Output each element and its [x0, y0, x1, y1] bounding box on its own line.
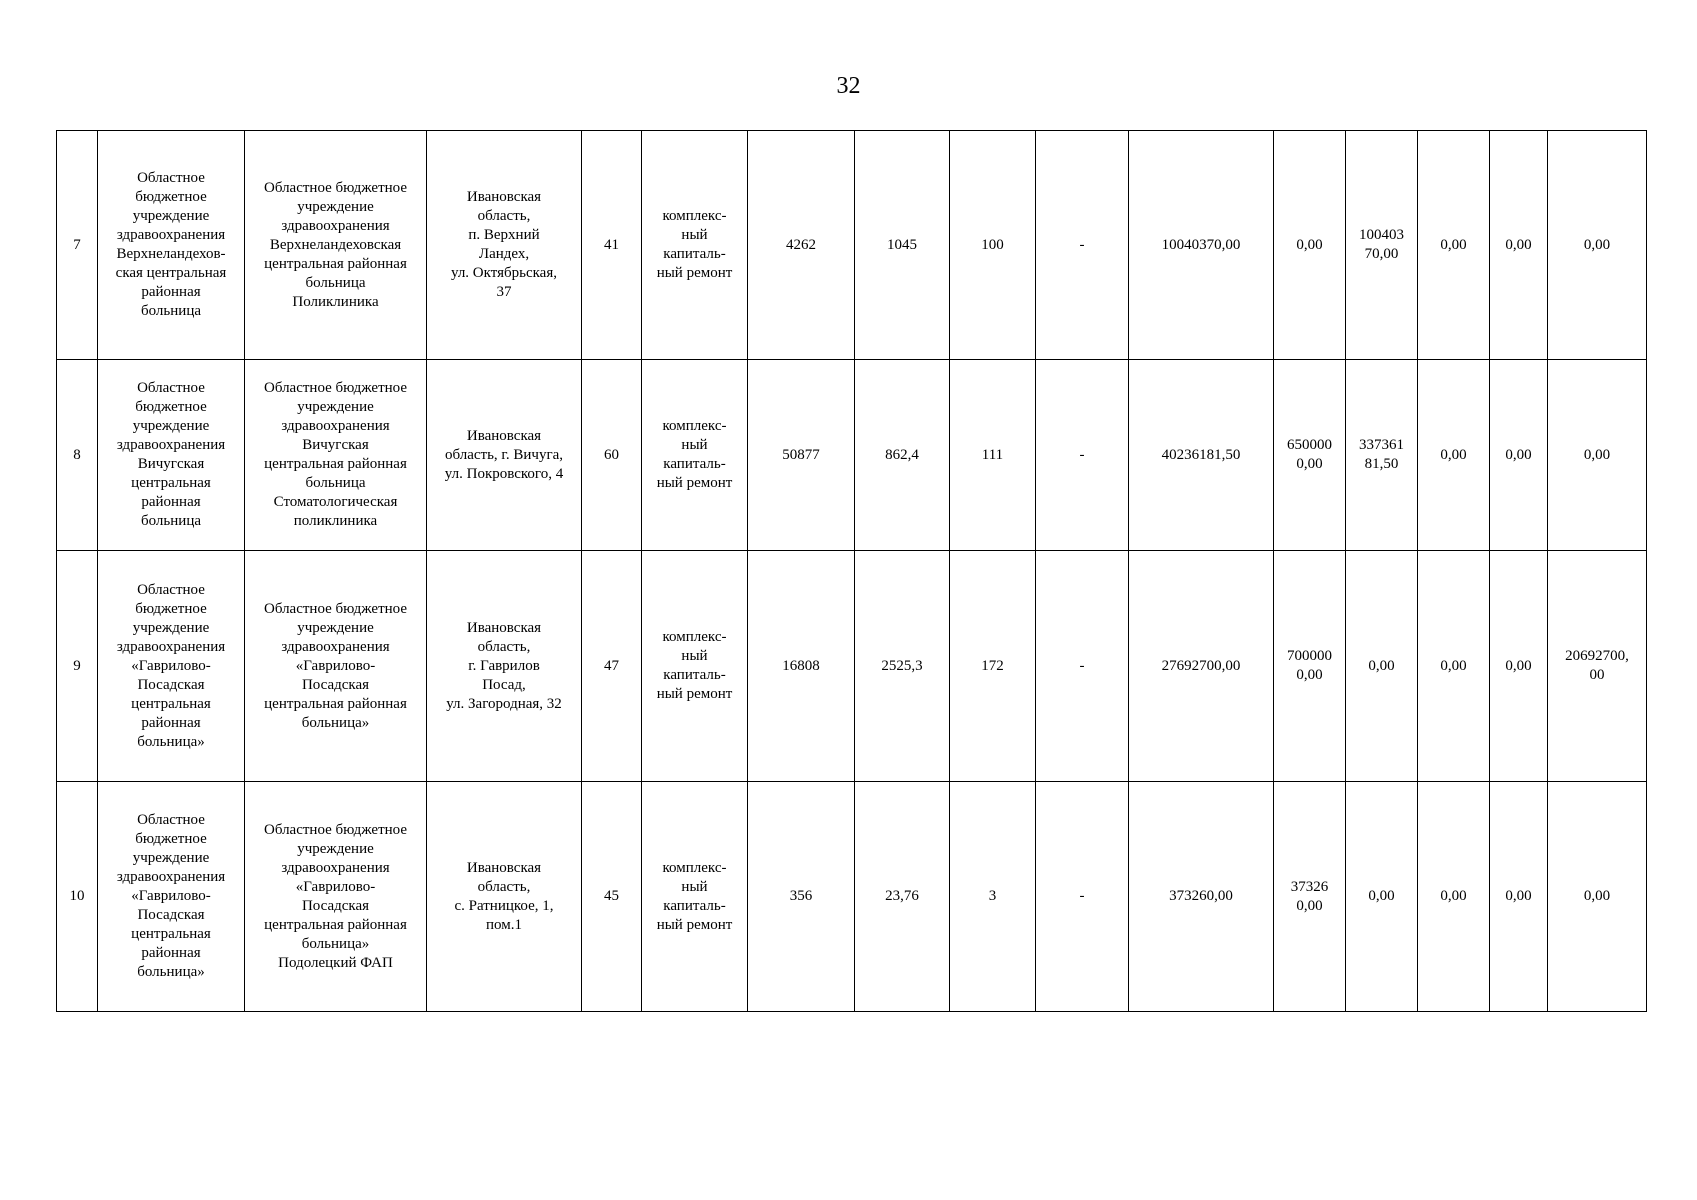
- funding-1-cell: [1274, 782, 1346, 1012]
- cell-text-line: г. Гаврилов: [468, 657, 540, 674]
- cell-text-line: ская центральная: [115, 265, 227, 281]
- table-row: [57, 782, 1647, 1012]
- funding-2-cell: [1346, 782, 1418, 1012]
- cell-text-line: комплекс-: [662, 859, 727, 876]
- object-name-cell: [245, 360, 427, 551]
- column-8-cell: 2525,3: [855, 551, 950, 782]
- cell-text-line: учреждение: [297, 198, 374, 215]
- cell-text-line: Вичугская: [302, 437, 369, 453]
- institution-cell: [98, 360, 245, 551]
- column-10-cell: -: [1036, 360, 1129, 551]
- cell-text-line: Посад,: [482, 676, 526, 693]
- cell-text-line: ный ремонт: [656, 265, 733, 281]
- cell-text-line: область, г. Вичуга,: [444, 446, 564, 463]
- cell-text-line: больница: [305, 274, 366, 291]
- cell-text-line: учреждение: [132, 619, 210, 636]
- funding-3-cell: 0,00: [1418, 360, 1490, 551]
- work-type-cell: [642, 360, 748, 551]
- column-5-cell: 60: [582, 360, 642, 551]
- repair-objects-table: [56, 130, 1647, 1012]
- cell-text-line: больница: [141, 303, 201, 319]
- cell-text-line: «Гаврилово-: [131, 888, 211, 904]
- row-number-cell: 7: [57, 131, 98, 360]
- total-cost-cell: 27692700,00: [1129, 551, 1274, 782]
- cell-text-line: область,: [477, 878, 531, 895]
- funding-5-cell: [1548, 131, 1647, 360]
- cell-text-line: область,: [477, 638, 531, 655]
- funding-5-cell: [1548, 360, 1647, 551]
- cell-text-line: область,: [477, 208, 531, 224]
- cell-text-line: учреждение: [132, 850, 210, 866]
- cell-text-line: Областное: [137, 581, 205, 598]
- cell-text-line: Посадская: [137, 676, 205, 693]
- cell-text-line: ный ремонт: [656, 916, 733, 933]
- cell-text-line: Стоматологическая: [273, 494, 398, 510]
- cell-text-line: бюджетное: [135, 399, 207, 415]
- cell-text-line: районная: [141, 284, 201, 300]
- institution-cell: [98, 131, 245, 360]
- object-name-cell: [245, 551, 427, 782]
- cell-text-line: здравоохранения: [281, 638, 390, 655]
- cell-text-line: учреждение: [297, 399, 374, 415]
- cell-text-line: 337361: [1359, 437, 1404, 453]
- column-10-cell: -: [1036, 782, 1129, 1012]
- cell-text-line: больница: [141, 513, 201, 529]
- cell-text-line: ный ремонт: [656, 475, 733, 491]
- cell-text-line: бюджетное: [135, 189, 207, 205]
- cell-text-line: капиталь-: [663, 246, 726, 262]
- institution-cell: [98, 782, 245, 1012]
- cell-text-line: «Гаврилово-: [295, 657, 376, 674]
- column-7-cell: 50877: [748, 360, 855, 551]
- object-name-cell: [245, 131, 427, 360]
- object-name-cell: [245, 782, 427, 1012]
- cell-text-line: п. Верхний: [468, 227, 540, 243]
- cell-text-line: здравоохранения: [116, 638, 226, 655]
- cell-text-line: Ландех,: [478, 246, 530, 262]
- column-9-cell: 3: [950, 782, 1036, 1012]
- table-row: [57, 551, 1647, 782]
- column-9-cell: 100: [950, 131, 1036, 360]
- funding-1-cell: [1274, 131, 1346, 360]
- cell-text-line: пом.1: [486, 916, 522, 933]
- cell-text-line: Верхнеландехов-: [116, 246, 226, 262]
- cell-text-line: капиталь-: [663, 456, 726, 472]
- address-cell: [427, 131, 582, 360]
- cell-text-line: 20692700,: [1565, 648, 1629, 664]
- cell-text-line: Областное бюджетное: [263, 600, 408, 617]
- funding-2-cell: [1346, 360, 1418, 551]
- funding-2-cell: [1346, 131, 1418, 360]
- cell-text-line: капиталь-: [663, 897, 726, 914]
- cell-text-line: районная: [141, 945, 201, 961]
- total-cost-cell: 373260,00: [1129, 782, 1274, 1012]
- funding-4-cell: 0,00: [1490, 131, 1548, 360]
- funding-4-cell: 0,00: [1490, 360, 1548, 551]
- funding-4-cell: 0,00: [1490, 782, 1548, 1012]
- funding-2-cell: [1346, 551, 1418, 782]
- cell-text-line: Подолецкий ФАП: [278, 954, 393, 971]
- address-cell: [427, 360, 582, 551]
- cell-text-line: центральная: [131, 926, 211, 942]
- cell-text-line: комплекс-: [662, 208, 727, 224]
- cell-text-line: учреждение: [297, 840, 374, 857]
- cell-text-line: 0,00: [1296, 456, 1323, 472]
- cell-text-line: 0,00: [1368, 888, 1395, 904]
- column-7-cell: 16808: [748, 551, 855, 782]
- cell-text-line: Верхнеландеховская: [269, 236, 402, 253]
- column-8-cell: 862,4: [855, 360, 950, 551]
- cell-text-line: Ивановская: [466, 619, 542, 636]
- column-8-cell: 1045: [855, 131, 950, 360]
- total-cost-cell: 10040370,00: [1129, 131, 1274, 360]
- cell-text-line: «Гаврилово-: [131, 657, 211, 674]
- cell-text-line: центральная: [131, 695, 211, 712]
- cell-text-line: 37326: [1290, 878, 1329, 895]
- cell-text-line: здравоохранения: [116, 437, 226, 453]
- cell-text-line: бюджетное: [135, 831, 207, 847]
- cell-text-line: центральная районная: [264, 695, 407, 712]
- cell-text-line: больница»: [137, 733, 205, 750]
- column-10-cell: -: [1036, 551, 1129, 782]
- cell-text-line: 0,00: [1583, 236, 1611, 253]
- cell-text-line: центральная районная: [264, 456, 407, 472]
- funding-5-cell: [1548, 551, 1647, 782]
- cell-text-line: Ивановская: [466, 859, 542, 876]
- funding-3-cell: 0,00: [1418, 551, 1490, 782]
- cell-text-line: здравоохранения: [281, 859, 390, 876]
- cell-text-line: 70,00: [1364, 246, 1399, 262]
- cell-text-line: 700000: [1287, 648, 1332, 664]
- address-cell: [427, 551, 582, 782]
- cell-text-line: Областное бюджетное: [263, 380, 408, 396]
- funding-3-cell: 0,00: [1418, 782, 1490, 1012]
- cell-text-line: 0,00: [1368, 657, 1395, 674]
- cell-text-line: здравоохранения: [281, 217, 390, 234]
- cell-text-line: комплекс-: [662, 418, 727, 434]
- cell-text-line: учреждение: [297, 619, 374, 636]
- cell-text-line: Вичугская: [137, 456, 205, 472]
- cell-text-line: 00: [1589, 667, 1605, 683]
- cell-text-line: 0,00: [1296, 236, 1323, 253]
- page-number: 32: [836, 73, 861, 99]
- cell-text-line: больница»: [137, 964, 205, 980]
- cell-text-line: ный: [681, 227, 708, 243]
- cell-text-line: 81,50: [1364, 456, 1399, 472]
- address-cell: [427, 782, 582, 1012]
- total-cost-cell: 40236181,50: [1129, 360, 1274, 551]
- row-number-cell: 10: [57, 782, 98, 1012]
- cell-text-line: 100403: [1359, 227, 1404, 243]
- institution-cell: [98, 551, 245, 782]
- cell-text-line: районная: [141, 494, 201, 510]
- funding-4-cell: 0,00: [1490, 551, 1548, 782]
- cell-text-line: центральная районная: [264, 255, 407, 272]
- funding-1-cell: [1274, 551, 1346, 782]
- cell-text-line: 0,00: [1583, 888, 1611, 904]
- column-9-cell: 172: [950, 551, 1036, 782]
- cell-text-line: 0,00: [1583, 446, 1611, 463]
- column-5-cell: 41: [582, 131, 642, 360]
- cell-text-line: капиталь-: [663, 667, 726, 683]
- cell-text-line: Поликлиника: [292, 293, 379, 310]
- cell-text-line: Областное: [137, 380, 205, 396]
- cell-text-line: Областное бюджетное: [263, 821, 408, 838]
- cell-text-line: Посадская: [301, 897, 370, 914]
- cell-text-line: больница»: [301, 935, 370, 952]
- cell-text-line: ный ремонт: [656, 686, 733, 702]
- cell-text-line: здравоохранения: [116, 227, 226, 243]
- cell-text-line: ный: [681, 648, 708, 664]
- column-5-cell: 45: [582, 782, 642, 1012]
- column-7-cell: 4262: [748, 131, 855, 360]
- work-type-cell: [642, 782, 748, 1012]
- column-10-cell: -: [1036, 131, 1129, 360]
- cell-text-line: районная: [141, 714, 201, 731]
- cell-text-line: здравоохранения: [281, 418, 390, 434]
- cell-text-line: Ивановская: [466, 189, 542, 205]
- cell-text-line: Посадская: [137, 907, 205, 923]
- cell-text-line: здравоохранения: [116, 869, 226, 885]
- column-9-cell: 111: [950, 360, 1036, 551]
- funding-5-cell: [1548, 782, 1647, 1012]
- cell-text-line: 650000: [1287, 437, 1332, 453]
- cell-text-line: центральная: [131, 475, 211, 491]
- column-8-cell: 23,76: [855, 782, 950, 1012]
- cell-text-line: Посадская: [301, 676, 370, 693]
- funding-1-cell: [1274, 360, 1346, 551]
- cell-text-line: с. Ратницкое, 1,: [454, 897, 554, 914]
- row-number-cell: 8: [57, 360, 98, 551]
- cell-text-line: центральная районная: [264, 916, 407, 933]
- cell-text-line: больница»: [301, 714, 370, 731]
- cell-text-line: ул. Загородная, 32: [446, 695, 562, 712]
- table-row: [57, 131, 1647, 360]
- cell-text-line: Областное: [137, 170, 205, 186]
- cell-text-line: ул. Октябрьская,: [450, 265, 557, 281]
- funding-3-cell: 0,00: [1418, 131, 1490, 360]
- cell-text-line: поликлиника: [293, 513, 378, 529]
- cell-text-line: ул. Покровского, 4: [444, 465, 564, 482]
- cell-text-line: «Гаврилово-: [295, 878, 376, 895]
- work-type-cell: [642, 551, 748, 782]
- cell-text-line: ный: [681, 437, 708, 453]
- cell-text-line: 37: [496, 284, 512, 300]
- cell-text-line: 0,00: [1296, 667, 1323, 683]
- column-7-cell: 356: [748, 782, 855, 1012]
- cell-text-line: ный: [681, 878, 708, 895]
- cell-text-line: учреждение: [132, 208, 210, 224]
- cell-text-line: 0,00: [1296, 897, 1323, 914]
- column-5-cell: 47: [582, 551, 642, 782]
- cell-text-line: Областное: [137, 812, 205, 828]
- cell-text-line: комплекс-: [662, 629, 727, 645]
- cell-text-line: Областное бюджетное: [263, 179, 408, 196]
- row-number-cell: 9: [57, 551, 98, 782]
- table-row: [57, 360, 1647, 551]
- work-type-cell: [642, 131, 748, 360]
- cell-text-line: Ивановская: [466, 427, 542, 444]
- cell-text-line: учреждение: [132, 418, 210, 434]
- cell-text-line: больница: [305, 475, 366, 491]
- cell-text-line: бюджетное: [135, 600, 207, 617]
